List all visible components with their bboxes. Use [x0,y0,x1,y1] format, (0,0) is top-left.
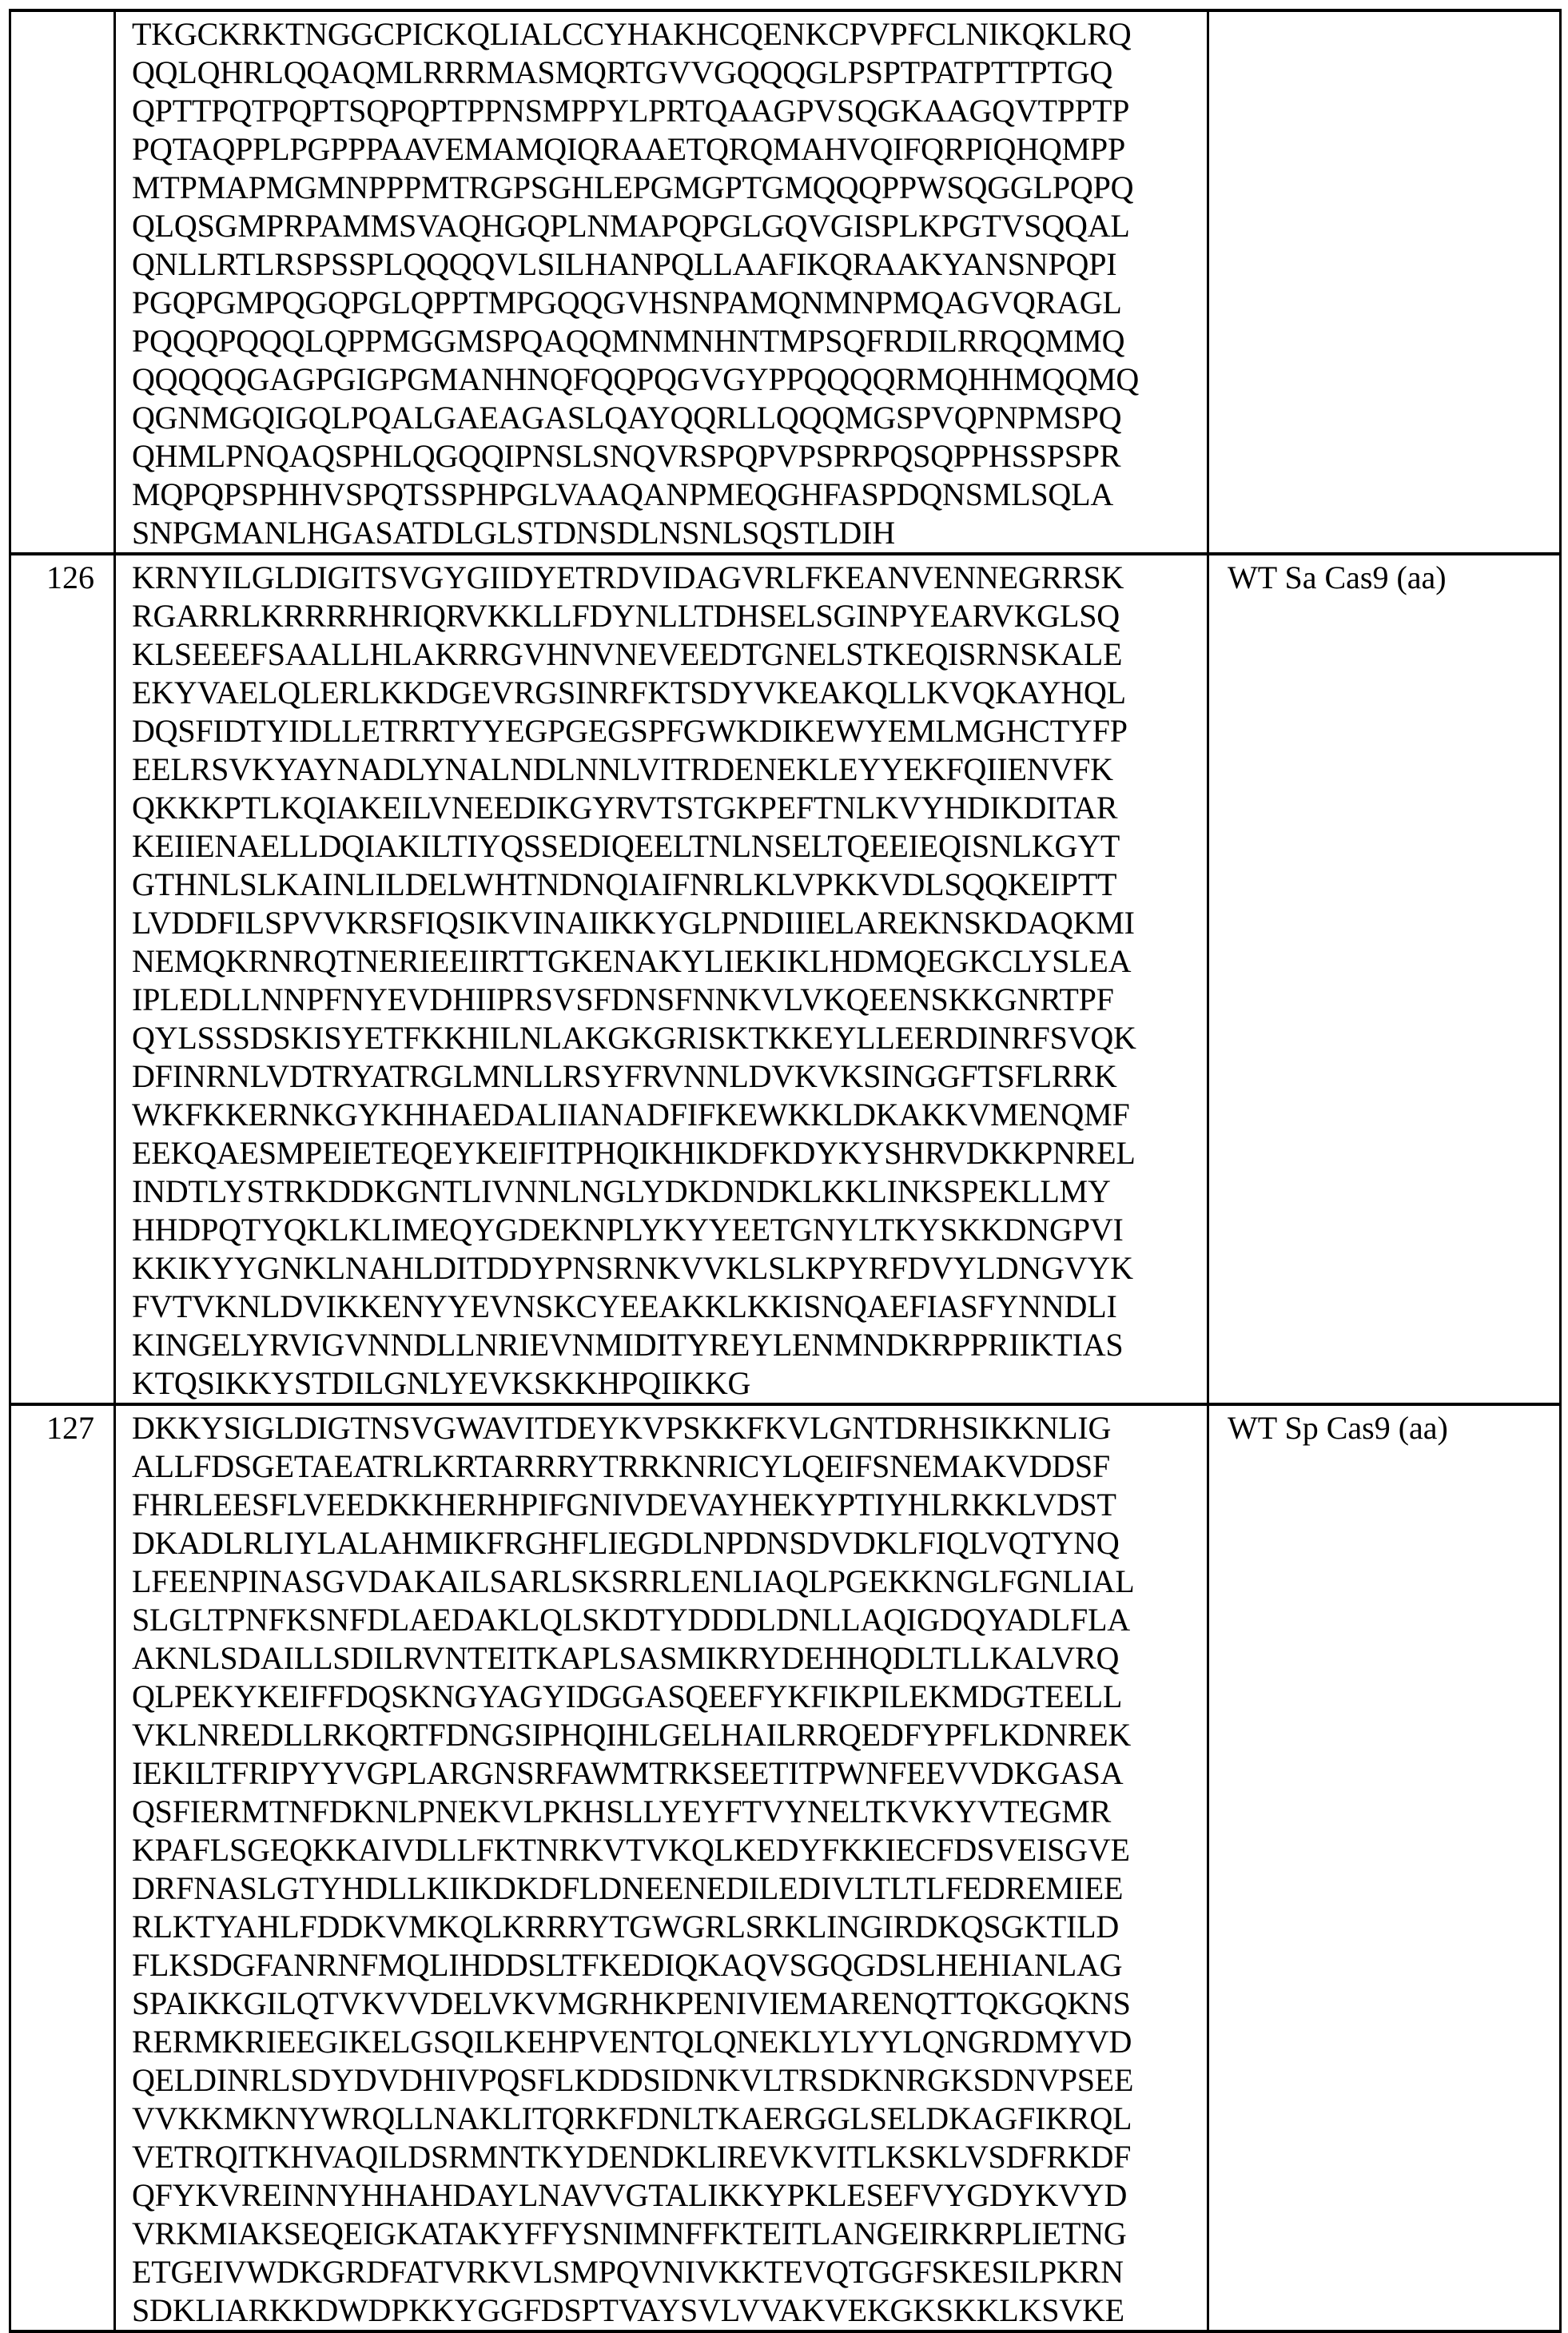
sequence-cell [115,554,1208,1404]
sequence-line: DQSFIDTYIDLLETRRTYYEGPGEGSPFGWKDIKEWYEMLMGHCTYFP [132,713,1128,749]
sequence-line: RLKTYAHLFDDKVMKQLKRRRYTGWGRLSRKLINGIRDKQSGKTILD [132,1909,1120,1945]
sequence-line: QELDINRLSDYDVDHIVPQSFLKDDSIDNKVLTRSDKNRGKSDNVPSEE [132,2062,1134,2098]
sequence-line: QPTTPQTPQPTSQPQPTPPNSMPPYLPRTQAAGPVSQGKAAGQVTPPTP [132,93,1130,129]
sequence-line: KKIKYYGNKLNAHLDITDDYPNSRNKVVKLSLKPYRFDVYLDNGVYK [132,1250,1133,1286]
sequence-line: RERMKRIEEGIKELGSQILKEHPVENTQLQNEKLYLYYLQNGRDMYVD [132,2024,1132,2060]
sequence-line: AKNLSDAILLSDILRVNTEITKAPLSASMIKRYDEHHQDLTLLKALVRQ [132,1640,1120,1676]
sequence-line: KPAFLSGEQKKAIVDLLFKTNRKVTVKQLKEDYFKKIECFDSVEISGVE [132,1832,1130,1868]
sequence-line: VETRQITKHVAQILDSRMNTKYDENDKLIREVKVITLKSKLVSDFRKDF [132,2139,1132,2175]
sequence-line: KEIIENAELLDQIAKILTIYQSSEDIQEELTNLNSELTQEEIEQISNLKGYT [132,828,1120,864]
sequence-line: QFYKVREINNYHHAHDAYLNAVVGTALIKKYPKLESEFVYGDYKVYD [132,2177,1128,2213]
sequence-line: INDTLYSTRKDDKGNTLIVNNLNGLYDKDNDKLKKLINKSPEKLLMY [132,1173,1111,1209]
sequence-line: SNPGMANLHGASATDLGLSTDNSDLNSNLSQSTLDIH [132,515,895,551]
sequence-line: DKKYSIGLDIGTNSVGWAVITDEYKVPSKKFKVLGNTDRHSIKKNLIG [132,1410,1112,1446]
sequence-line: SDKLIARKKDWDPKKYGGFDSPTVAYSVLVVAKVEKGKSKKLKSVKE [132,2292,1124,2328]
sequence-line: PQTAQPPLPGPPPAAVEMAMQIQRAAETQRQMAHVQIFQRPIQHQMPP [132,131,1126,167]
sequence-line: WKFKKERNKGYKHHAEDALIIANADFIFKEWKKLDKAKKVMENQMF [132,1097,1130,1133]
description-cell: WT Sp Cas9 (aa) [1208,1404,1561,2331]
sequence-line: PGQPGMPQGQPGLQPPTMPGQQGVHSNPAMQNMNPMQAGVQRAGL [132,285,1122,320]
sequence-line: MTPMAPMGMNPPPMTRGPSGHLEPGMGPTGMQQQPPWSQGGLPQPQ [132,169,1134,205]
sequence-line: IEKILTFRIPYYVGPLARGNSRFAWMTRKSEETITPWNFEEVVDKGASA [132,1755,1124,1791]
sequence-line: ETGEIVWDKGRDFATVRKVLSMPQVNIVKKTEVQTGGFSKESILPKRN [132,2254,1124,2290]
sequence-line: IPLEDLLNNPFNYEVDHIIPRSVSFDNSFNNKVLVKQEENSKKGNRTPF [132,981,1114,1017]
sequence-line: FHRLEESFLVEEDKKHERHPIFGNIVDEVAYHEKYPTIYHLRKKLVDST [132,1487,1116,1523]
sequence-line: RGARRLKRRRRHRIQRVKKLLFDYNLLTDHSELSGINPYEARVKGLSQ [132,598,1120,634]
seq-id-cell: 126 [10,554,115,1404]
sequence-line: SLGLTPNFKSNFDLAEDAKLQLSKDTYDDDLDNLLAQIGDQYADLFLA [132,1602,1130,1638]
sequence-line: DKADLRLIYLALAHMIKFRGHFLIEGDLNPDNSDVDKLFIQLVQTYNQ [132,1525,1120,1561]
sequence-line: QNLLRTLRSPSSPLQQQQVLSILHANPQLLAAFIKQRAAKYANSNPQPI [132,246,1117,282]
sequence-line: VVKKMKNYWRQLLNAKLITQRKFDNLTKAERGGLSELDKAGFIKRQL [132,2100,1132,2136]
sequence-line: NEMQKRNRQTNERIEEIIRTTGKENAKYLIEKIKLHDMQEGKCLYSLEA [132,943,1132,979]
sequence-line: QLPEKYKEIFFDQSKNGYAGYIDGGASQEEFYKFIKPILEKMDGTEELL [132,1678,1123,1714]
seq-id-cell: 127 [10,1404,115,2331]
sequence-table [9,9,1562,2333]
table-row [10,1404,1561,2331]
sequence-line: KINGELYRVIGVNNDLLNRIEVNMIDITYREYLENMNDKRPPRIIKTIAS [132,1327,1124,1363]
sequence-line: ALLFDSGETAEATRLKRTARRRYTRRKNRICYLQEIFSNEMAKVDDSF [132,1448,1110,1484]
sequence-line: QLQSGMPRPAMMSVAQHGQPLNMAPQPGLGQVGISPLKPGTVSQQAL [132,208,1130,244]
sequence-line: QYLSSSDSKISYETFKKHILNLAKGKGRISKTKKEYLLEERDINRFSVQK [132,1020,1136,1056]
sequence-line: DRFNASLGTYHDLLKIIKDKDFLDNEENEDILEDIVLTLTLFEDREMIEE [132,1870,1124,1906]
table-body [10,10,1561,2331]
seq-id-cell [10,10,115,554]
sequence-line: GTHNLSLKAINLILDELWHTNDNQIAIFNRLKLVPKKVDLSQQKEIPTT [132,866,1117,902]
sequence-cell [115,1404,1208,2331]
sequence-line: LFEENPINASGVDAKAILSARLSKSRRLENLIAQLPGEKKNGLFGNLIAL [132,1563,1135,1599]
table-row [10,554,1561,1404]
sequence-line: EELRSVKYAYNADLYNALNDLNNLVITRDENEKLEYYEKFQIIENVFK [132,751,1113,787]
sequence-cell [115,10,1208,554]
sequence-line: EKYVAELQLERLKKDGEVRGSINRFKTSDYVKEAKQLLKVQKAYHQL [132,675,1126,711]
sequence-line: QSFIERMTNFDKNLPNEKVLPKHSLLYEYFTVYNELTKVKYVTEGMR [132,1794,1112,1829]
sequence-line: TKGCKRKTNGGCPICKQLIALCCYHAKHCQENKCPVPFCLNIKQKLRQ [132,16,1132,52]
sequence-line: FVTVKNLDVIKKENYYEVNSKCYEEAKKLKKISNQAEFIASFYNNDLI [132,1288,1117,1324]
sequence-line: KRNYILGLDIGITSVGYGIIDYETRDVIDAGVRLFKEANVENNEGRRSK [132,559,1124,595]
sequence-line: FLKSDGFANRNFMQLIHDDSLTFKEDIQKAQVSGQGDSLHEHIANLAG [132,1947,1123,1983]
sequence-line: EEKQAESMPEIETEQEYKEIFITPHQIKHIKDFKDYKYSHRVDKKPNREL [132,1135,1136,1171]
sequence-line: QQQQQGAGPGIGPGMANHNQFQQPQGVGYPPQQQQRMQHHMQQMQ [132,361,1140,397]
sequence-line: VKLNREDLLRKQRTFDNGSIPHQIHLGELHAILRRQEDFYPFLKDNREK [132,1717,1132,1753]
sequence-line: QHMLPNQAQSPHLQGQQIPNSLSNQVRSPQPVPSPRPQSQPPHSSPSPR [132,438,1121,474]
sequence-line: QGNMGQIGQLPQALGAEAGASLQAYQQRLLQQQMGSPVQPNPMSPQ [132,400,1122,436]
sequence-line: KLSEEEFSAALLHLAKRRGVHNVNEVEEDTGNELSTKEQISRNSKALE [132,636,1123,672]
sequence-line: HHDPQTYQKLKLIMEQYGDEKNPLYKYYEETGNYLTKYSKKDNGPVI [132,1212,1124,1248]
table-row [10,10,1561,554]
sequence-line: SPAIKKGILQTVKVVDELVKVMGRHKPENIVIEMARENQTTQKGQKNS [132,1985,1131,2021]
sequence-line: LVDDFILSPVVKRSFIQSIKVINAIIKKYGLPNDIIIELAREKNSKDAQKMI [132,905,1135,941]
sequence-line: KTQSIKKYSTDILGNLYEVKSKKHPQIIKKG [132,1365,751,1401]
sequence-line: DFINRNLVDTRYATRGLMNLLRSYFRVNNLDVKVKSINGGFTSFLRRK [132,1058,1117,1094]
sequence-line: QQLQHRLQQAQMLRRRMASMQRTGVVGQQQGLPSPTPATPTTPTGQ [132,54,1113,90]
sequence-line: VRKMIAKSEQEIGKATAKYFFYSNIMNFFKTEITLANGEIRKRPLIETNG [132,2216,1127,2251]
description-cell [1208,10,1561,554]
description-cell: WT Sa Cas9 (aa) [1208,554,1561,1404]
sequence-line: MQPQPSPHHVSPQTSSPHPGLVAAQANPMEQGHFASPDQNSMLSQLA [132,476,1114,512]
sequence-line: QKKKPTLKQIAKEILVNEEDIKGYRVTSTGKPEFTNLKVYHDIKDITAR [132,790,1118,826]
sequence-line: PQQQPQQQLQPPMGGMSPQAQQMNMNHNTMPSQFRDILRRQQMMQ [132,323,1125,359]
